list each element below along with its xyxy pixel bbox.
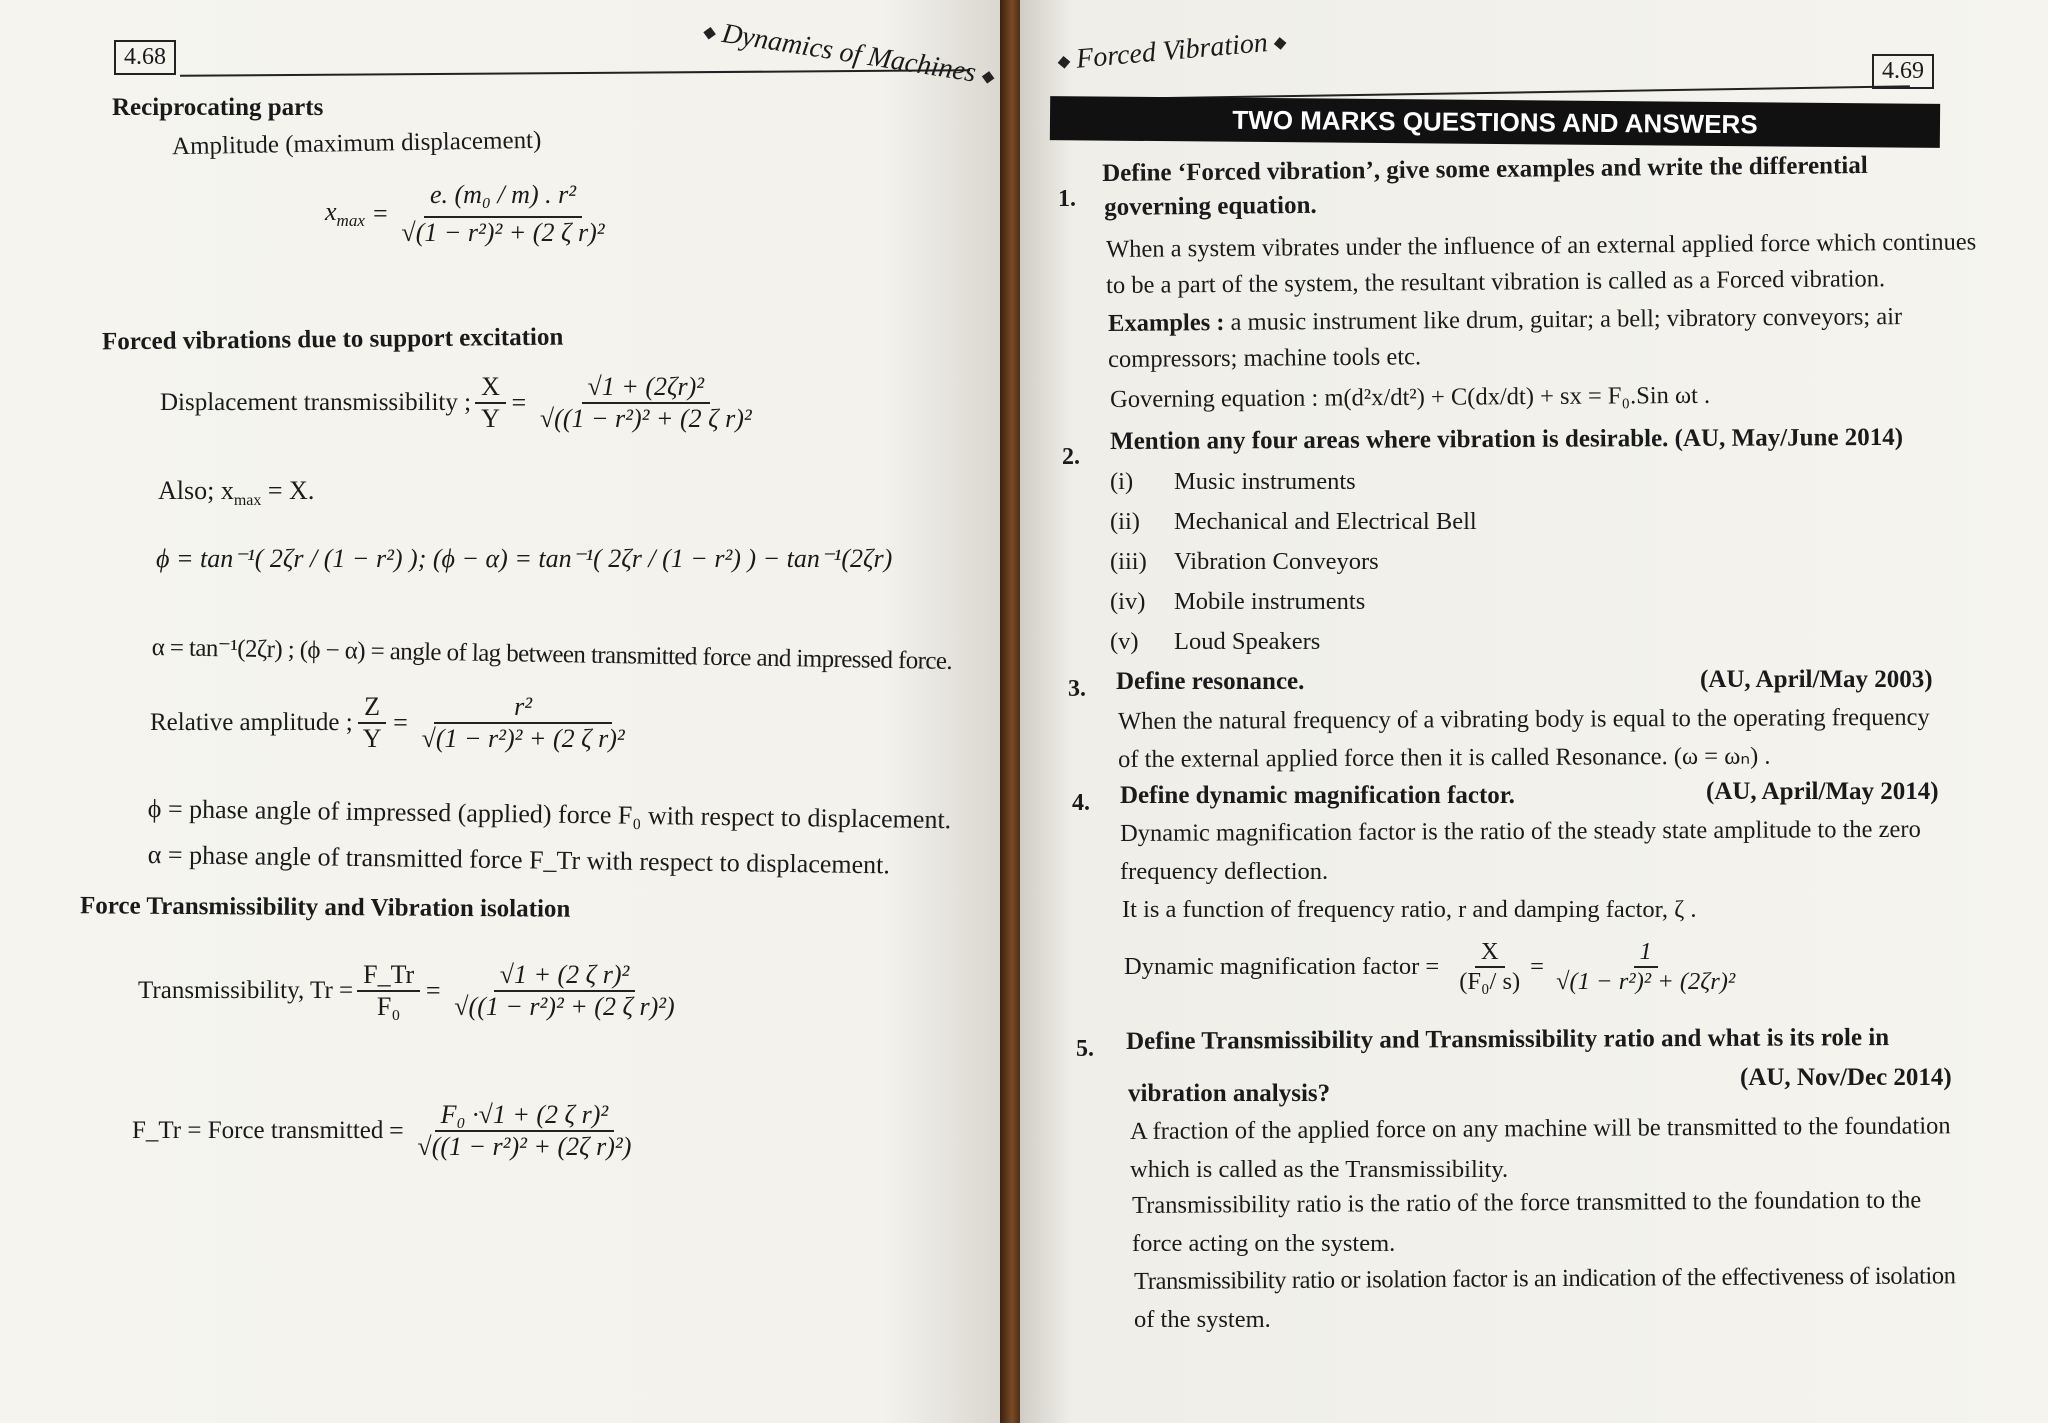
answer-3-line-b: of the external applied force then it is called Resonance. (ω = ωₙ) . — [1118, 742, 1771, 773]
question-5-text-b: vibration analysis? — [1128, 1080, 1331, 1107]
running-head: Dynamics of Machines — [695, 14, 1003, 94]
xmax-equation: $x_{max}$ = $\frac{\text{e. (m₀ / m) . r²}}{\text{√(1 − r²)² + (2 ζ r)²}}$ — [325, 180, 611, 248]
list-item: (iii) Vibration Conveyors — [1110, 548, 1379, 575]
bullet-icon — [981, 71, 994, 84]
answer-5-line-b: which is called as the Transmissibility. — [1130, 1156, 1509, 1183]
question-number-1: 1. — [1058, 186, 1076, 212]
question-number-4: 4. — [1072, 790, 1090, 816]
answer-3-line-a: When the natural frequency of a vibrating body is equal to the operating frequency — [1118, 703, 1930, 735]
phi-equation: ϕ = tan⁻¹( 2ζr / (1 − r²) ); (ϕ − α) = tan⁻¹( 2ζr / (1 − r²) ) − tan⁻¹(2ζr) — [156, 544, 893, 573]
section-banner: TWO MARKS QUESTIONS AND ANSWERS — [1050, 96, 1940, 148]
section-heading-force-transmissibility: Force Transmissibility and Vibration isolation — [79, 892, 571, 923]
page-number: 4.68 — [114, 40, 176, 75]
bullet-icon — [1058, 56, 1071, 69]
answer-5-line-e: Transmissibility ratio or isolation factor is an indication of the effectiveness of isolation — [1134, 1262, 1956, 1295]
page-number: 4.69 — [1872, 54, 1934, 89]
answer-5-line-d: force acting on the system. — [1132, 1230, 1396, 1257]
phi-definition: ϕ = phase angle of impressed (applied) force F₀ with respect to displacement. — [147, 794, 952, 835]
answer-4-line-a: Dynamic magnification factor is the ratio of the steady state amplitude to the zero — [1120, 815, 1921, 847]
displacement-transmissibility-equation: Displacement transmissibility ; $\frac{X}{Y}$ = $\frac{\text{√1 + (2ζr)²}}{\text{√((1 − r²)² + (2 ζ r)²}}$ — [160, 372, 752, 433]
question-4-reference: (AU, April/May 2014) — [1706, 778, 1939, 805]
question-3-text: Define resonance. — [1116, 668, 1305, 695]
list-item: (v) Loud Speakers — [1110, 628, 1321, 655]
list-item: (iv) Mobile instruments — [1110, 588, 1366, 615]
bullet-icon — [1274, 37, 1287, 50]
transmissibility-equation: Transmissibility, Tr = $\frac{F\_Tr}{\text{F₀}}$ = $\frac{\text{√1 + (2 ζ r)²}}{\text{√((1 − r²)² + (2 ζ r)²)}}$ — [138, 960, 675, 1021]
list-item: (ii) Mechanical and Electrical Bell — [1110, 508, 1477, 535]
dynamic-magnification-equation: Dynamic magnification factor = $\frac{X}{\text{(F₀/ s)}}$ = $\frac{1}{\text{√(1 − r²)² + (2ζr)²}}$ — [1124, 938, 1736, 995]
running-head: Forced Vibration — [1050, 25, 1294, 78]
also-line: Also; $x_{max} = X$. — [158, 476, 315, 510]
answer-1-examples-a: Examples : a music instrument like drum, guitar; a bell; vibratory conveyors; air — [1108, 303, 1903, 337]
answer-5-line-c: Transmissibility ratio is the ratio of the force transmitted to the foundation to the — [1132, 1186, 1922, 1219]
section-heading-reciprocating: Reciprocating parts — [112, 94, 324, 121]
question-2-text: Mention any four areas where vibration is desirable. (AU, May/June 2014) — [1110, 423, 1904, 455]
section-heading-support: Forced vibrations due to support excitation — [101, 323, 564, 356]
question-1-text-b: governing equation. — [1104, 191, 1317, 221]
question-1-text-a: Define ‘Forced vibration’, give some examples and write the differential — [1102, 151, 1868, 187]
answer-4-line-c: It is a function of frequency ratio, r and damping factor, ζ . — [1122, 896, 1697, 923]
question-4-text: Define dynamic magnification factor. — [1120, 782, 1515, 809]
answer-1-line-b: to be a part of the system, the resultant vibration is called as a Forced vibration. — [1106, 265, 1886, 299]
answer-1-examples-b: compressors; machine tools etc. — [1108, 343, 1422, 373]
xmax-numerator: e. (m₀ / m) . r² — [424, 180, 582, 218]
answer-1-line-a: When a system vibrates under the influence of an external applied force which continues — [1106, 228, 1977, 263]
bullet-icon — [703, 27, 716, 40]
question-3-reference: (AU, April/May 2003) — [1700, 666, 1933, 693]
answer-4-line-b: frequency deflection. — [1120, 858, 1329, 885]
answer-5-line-a: A fraction of the applied force on any machine will be transmitted to the foundation — [1130, 1112, 1951, 1145]
xmax-denominator: √(1 − r²)² + (2 ζ r)² — [401, 218, 605, 247]
question-5-text-a: Define Transmissibility and Transmissibility ratio and what is its role in — [1126, 1024, 1890, 1055]
question-5-reference: (AU, Nov/Dec 2014) — [1740, 1064, 1952, 1091]
right-page — [1020, 0, 2048, 1423]
alpha-equation: α = tan⁻¹(2ζr) ; (ϕ − α) = angle of lag between transmitted force and impressed force. — [151, 633, 953, 675]
question-number-3: 3. — [1068, 676, 1086, 702]
answer-1-governing-equation: Governing equation : m(d²x/dt²) + C(dx/dt) + sx = F₀.Sin ωt . — [1110, 381, 1711, 413]
list-item: (i) Music instruments — [1110, 468, 1356, 495]
alpha-definition: α = phase angle of transmitted force F_Tr with respect to displacement. — [147, 840, 891, 880]
left-page — [0, 0, 1004, 1423]
relative-amplitude-equation: Relative amplitude ; $\frac{Z}{Y}$ = $\frac{\text{r²}}{\text{√(1 − r²)² + (2 ζ r)²}}$ — [150, 692, 625, 753]
force-transmitted-equation: F_Tr = Force transmitted = $\frac{\text{F₀ ·√1 + (2 ζ r)²}}{\text{√((1 − r²)² + (2ζ r)²)}}$ — [132, 1100, 632, 1161]
question-number-2: 2. — [1062, 444, 1080, 470]
answer-5-line-f: of the system. — [1134, 1306, 1271, 1333]
amplitude-label: Amplitude (maximum displacement) — [171, 126, 542, 161]
question-number-5: 5. — [1076, 1036, 1094, 1062]
